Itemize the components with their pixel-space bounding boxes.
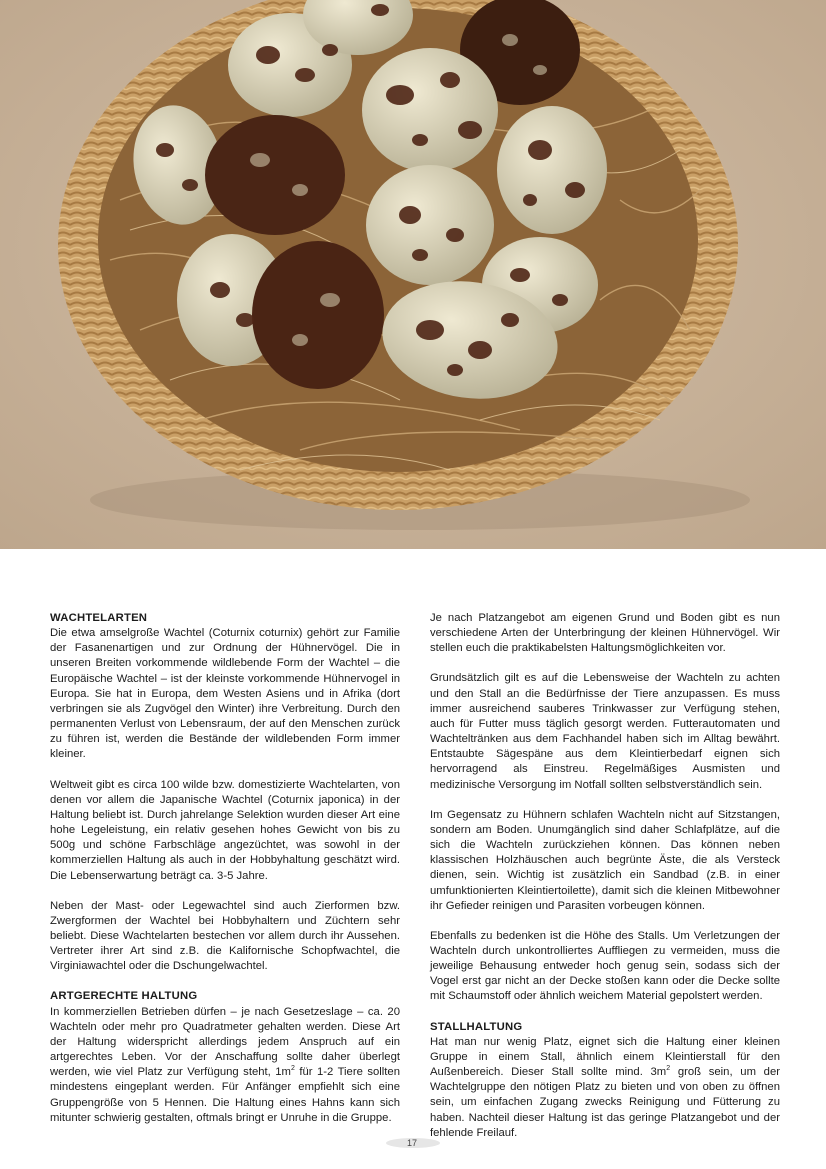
heading-stallhaltung: STALLHALTUNG bbox=[430, 1020, 523, 1033]
text-run: In kommerziellen Betrieben dürfen – je nach Gesetzeslage – ca. 20 Wachteln oder mehr pro Quadratmeter gehalten werden. Diese Art der Haltung widerspricht allerdings jedem Anspruch auf ein artgerechtes Leben. Vor der Anschaffung sollte daher überlegt werden, wie viel Platz zur Verfügung steht, 1m bbox=[50, 1005, 400, 1079]
paragraph: Je nach Platzangebot am eigenen Grund und Boden gibt es nun verschiedene Arten der Unterbringung der kleinen Hühnervögel. Wir stellen euch die praktikabelsten Haltungsmöglichkeiten vor. bbox=[430, 612, 780, 655]
text-column-right bbox=[430, 611, 780, 1156]
paragraph: Grundsätzlich gilt es auf die Lebensweise der Wachteln zu achten und den Stall an die Bedürfnisse der Tiere anzupassen. Es muss immer ausreichend sauberes Trinkwasser zur Verfügung stehen, auch für Futter muss täglich gesorgt werden. Futterautomaten und Wachteltränken aus dem Fachhandel haben sich im Alltag bewährt. Entstaubte Sägespäne aus dem Kleintierbedarf eignen sich hervorragend als Einstreu. Regelmäßiges Ausmisten und medizinische Versorgung im Notfall sollten selbstverständlich sein. bbox=[430, 672, 780, 791]
page-number-text: 17 bbox=[406, 1138, 417, 1148]
paragraph: Weltweit gibt es circa 100 wilde bzw. domestizierte Wachtelarten, von denen vor allem die Japanische Wachtel (Coturnix japonica) in der Haltung beliebt ist. Durch jahrelange Selektion wurden dieser Art eine hohe Legeleistung, ein relativ gesehen hohes Gewicht von bis zu 500g und schöne Farbschläge angezüchtet, was sowohl in der kommerziellen Haltung als auch in der Hobbyhaltung geschätzt wird. Die Lebenserwartung beträgt ca. 3-5 Jahre. bbox=[50, 778, 400, 882]
superscript: 2 bbox=[666, 1065, 671, 1073]
paragraph bbox=[430, 1035, 780, 1141]
text-run: Hat man nur wenig Platz, eignet sich die Haltung einer kleinen Gruppe in einem Stall, ähnlich einem Kleintierstall für den Außenbereich. Dieser Stall sollte mind. 3m bbox=[430, 1035, 780, 1079]
heading-wachtelarten: WACHTELARTEN bbox=[50, 612, 148, 624]
quail-eggs-photo bbox=[0, 0, 826, 549]
paragraph: Neben der Mast- oder Legewachtel sind auch Zierformen bzw. Zwergformen der Wachtel bei Hobbyhaltern und Züchtern sehr beliebt. Diese Wachtelarten bestechen vor allem durch ihr Aussehen. Vertreter ihrer Art sind z.B. die Kalifornische Schopfwachtel, die Virginiawachtel oder die Dschungelwachtel. bbox=[50, 899, 400, 973]
superscript: 2 bbox=[290, 1065, 295, 1073]
paragraph: Ebenfalls zu bedenken ist die Höhe des Stalls. Um Verletzungen der Wachteln durch unkontrolliertes Auffliegen zu vermeiden, muss die jeweilige Behausung entweder hoch genug sein, sodass sich der Vogel erst gar nicht an der Decke stoßen kann oder die Decke sollte mit Schaumstoff oder ähnlich weichem Material gepolstert werden. bbox=[430, 929, 780, 1003]
paragraph: Im Gegensatz zu Hühnern schlafen Wachteln nicht auf Sitzstangen, sondern am Boden. Unumgänglich sind daher Schlafplätze, auf die sich die Wachteln zurückziehen können. Das können neben klassischen Holzhäuschen auch begrünte Äste, die als Versteck dienen, sein. Wichtig ist zusätzlich ein Sandbad (z.B. in einer umfunktionierten Kleintiertoilette), damit sich die kleinen Mitbewohner ihr Gefieder reinigen und Parasiten vorbeugen können. bbox=[430, 808, 780, 912]
text-run: groß sein, um der Wachtelgruppe den nötigen Platz zu bieten und von oben zu öffnen sein, um einfachen Zugang zwecks Reinigung und Fütterung zu haben. Nachteil dieser Haltung ist das geringe Platzangebot und der fehlende Freilauf. bbox=[430, 1066, 781, 1139]
paragraph bbox=[50, 1005, 400, 1126]
heading-artgerechte-haltung: ARTGERECHTE HALTUNG bbox=[50, 990, 198, 1003]
text-column-left bbox=[50, 611, 400, 1141]
text-run: für 1-2 Tiere sollten mindestens eingeplant werden. Für Anfänger empfiehlt sich eine Gruppengröße von 5 Hennen. Die Haltung eines Hahns kann sich mitunter schwierig gestalten, oftmals bringt er Unruhe in die Gruppe. bbox=[50, 1066, 400, 1124]
page-number bbox=[392, 1135, 432, 1151]
paragraph: Die etwa amselgroße Wachtel (Coturnix coturnix) gehört zur Familie der Fasanenartigen und zur Ordnung der Hühnervögel. Die in unseren Breiten vorkommende wildlebende Form der Wachtel – die Europäische Wachtel – ist der kleinste vorkommende Hühnervogel in Europa. Sie hat in Europa, dem Westen Asiens und in Afrika (dort verbringen sie als Zugvögel den Winter) ihre Verbreitung. Durch den permanenten Verlust von Lebensraum, der auf den Menschen zurück zu führen ist, werden die Bestände der wildlebenden Form immer kleiner. bbox=[50, 627, 400, 761]
